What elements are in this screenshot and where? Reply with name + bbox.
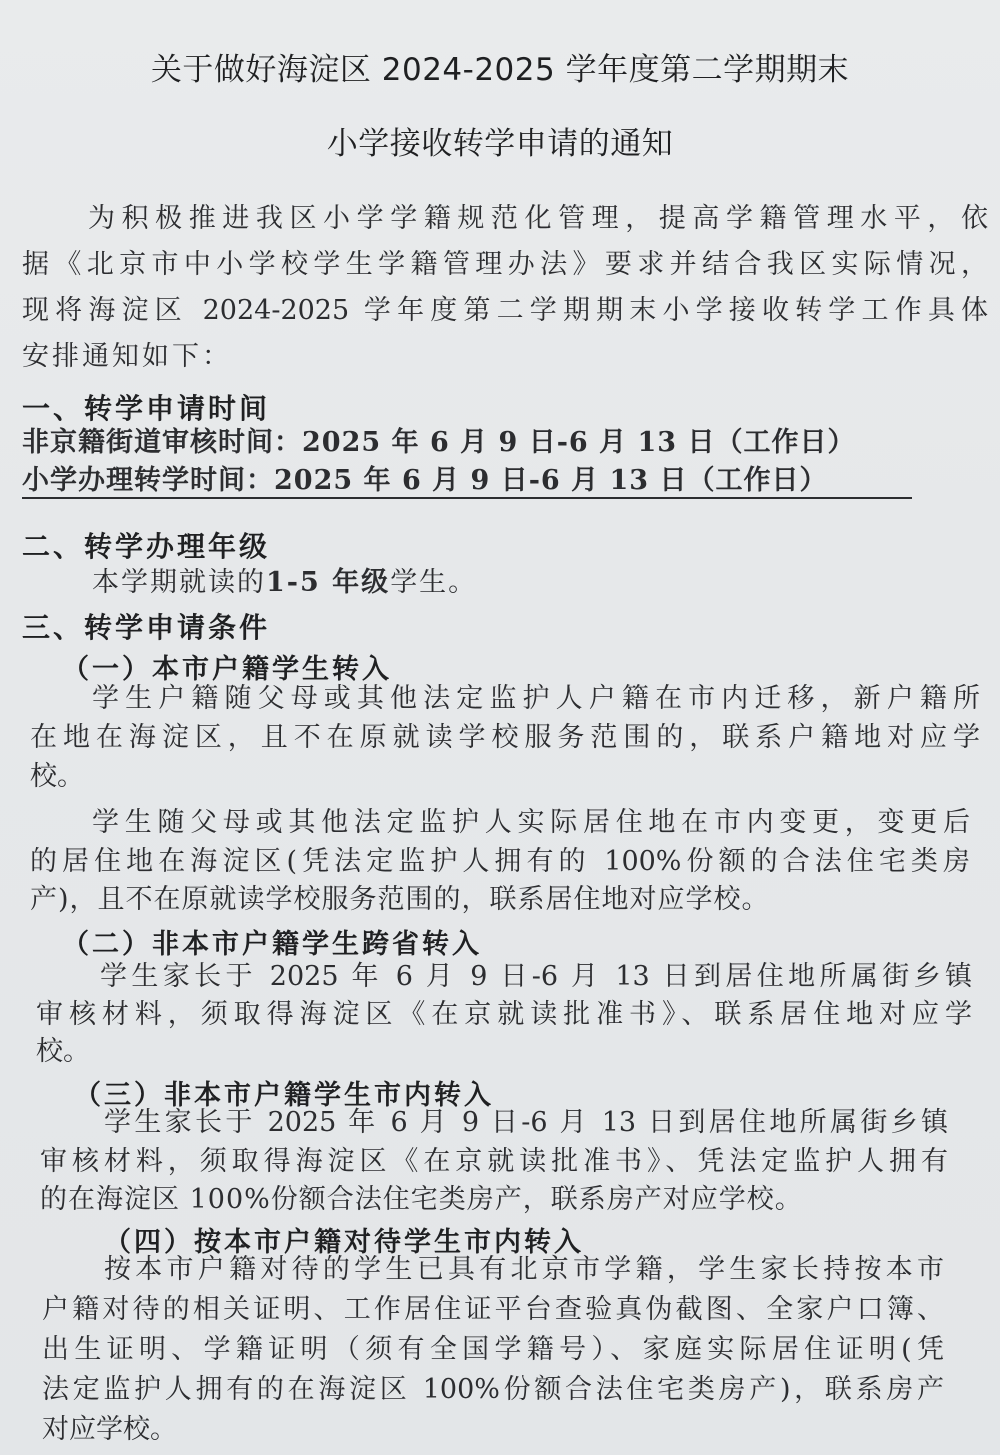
section1-review-time: 非京籍街道审核时间：2025 年 6 月 9 日-6 月 13 日（工作日） [22, 427, 856, 458]
sub1-para1-line3: 校。 [30, 761, 84, 792]
section2-prefix: 本学期就读的 [92, 567, 266, 598]
sub1-para1-line1: 学生户籍随父母或其他法定监护人户籍在市内迁移，新户籍所 [92, 683, 980, 714]
sub4-para-line5: 对应学校。 [42, 1414, 177, 1445]
section2-suffix: 学生。 [390, 567, 478, 598]
sub1-para2-line2: 的居住地在海淀区(凭法定监护人拥有的 100%份额的合法住宅类房 [30, 846, 970, 877]
sub3-heading: （三）非本市户籍学生市内转入 [74, 1080, 494, 1111]
sub2-heading: （二）非本市户籍学生跨省转入 [62, 929, 482, 960]
section1-heading: 一、转学申请时间 [22, 392, 271, 425]
intro-line-3: 现将海淀区 2024-2025 学年度第二学期期末小学接收转学工作具体 [22, 295, 988, 326]
sub2-para-line1: 学生家长于 2025 年 6 月 9 日-6 月 13 日到居住地所属街乡镇 [100, 961, 972, 992]
section1-transfer-time: 小学办理转学时间：2025 年 6 月 9 日-6 月 13 日（工作日） [22, 465, 828, 496]
section2-text [92, 567, 477, 599]
sub1-heading: （一）本市户籍学生转入 [62, 654, 392, 685]
sub3-para-line3: 的在海淀区 100%份额合法住宅类房产，联系房产对应学校。 [40, 1184, 803, 1215]
sub1-para1-line2: 在地在海淀区，且不在原就读学校服务范围的，联系户籍地对应学 [30, 722, 980, 753]
title-line-2: 小学接收转学申请的通知 [326, 126, 674, 162]
sub2-para-line3: 校。 [36, 1036, 90, 1067]
sub4-para-line3: 出生证明、学籍证明（须有全国学籍号）、家庭实际居住证明(凭 [42, 1334, 944, 1365]
title-line-1: 关于做好海淀区 2024-2025 学年度第二学期期末 [150, 52, 850, 88]
sub4-para-line2: 户籍对待的相关证明、工作居住证平台查验真伪截图、全家户口簿、 [42, 1294, 944, 1325]
sub4-para-line1: 按本市户籍对待的学生已具有北京市学籍，学生家长持按本市 [104, 1254, 944, 1285]
sub4-para-line4: 法定监护人拥有的在海淀区 100%份额合法住宅类房产)，联系房产 [42, 1374, 944, 1405]
sub3-para-line1: 学生家长于 2025 年 6 月 9 日-6 月 13 日到居住地所属街乡镇 [104, 1107, 948, 1138]
sub3-para-line2: 审核材料，须取得海淀区《在京就读批准书》、凭法定监护人拥有 [40, 1146, 948, 1177]
sub2-para-line2: 审核材料，须取得海淀区《在京就读批准书》、联系居住地对应学 [36, 999, 972, 1030]
section2-heading: 二、转学办理年级 [22, 530, 271, 563]
intro-line-2: 据《北京市中小学校学生学籍管理办法》要求并结合我区实际情况， [22, 249, 988, 280]
section1-underline [22, 497, 912, 499]
sub4-heading: （四）按本市户籍对待学生市内转入 [104, 1227, 584, 1258]
intro-line-4: 安排通知如下： [22, 341, 232, 372]
sub1-para2-line3: 产)，且不在原就读学校服务范围的，联系居住地对应学校。 [30, 884, 770, 915]
section2-grades: 1-5 年级 [266, 567, 391, 598]
intro-line-1: 为积极推进我区小学学籍规范化管理，提高学籍管理水平，依 [88, 203, 988, 234]
section3-heading: 三、转学申请条件 [22, 611, 271, 644]
sub1-para2-line1: 学生随父母或其他法定监护人实际居住地在市内变更，变更后 [92, 807, 970, 838]
